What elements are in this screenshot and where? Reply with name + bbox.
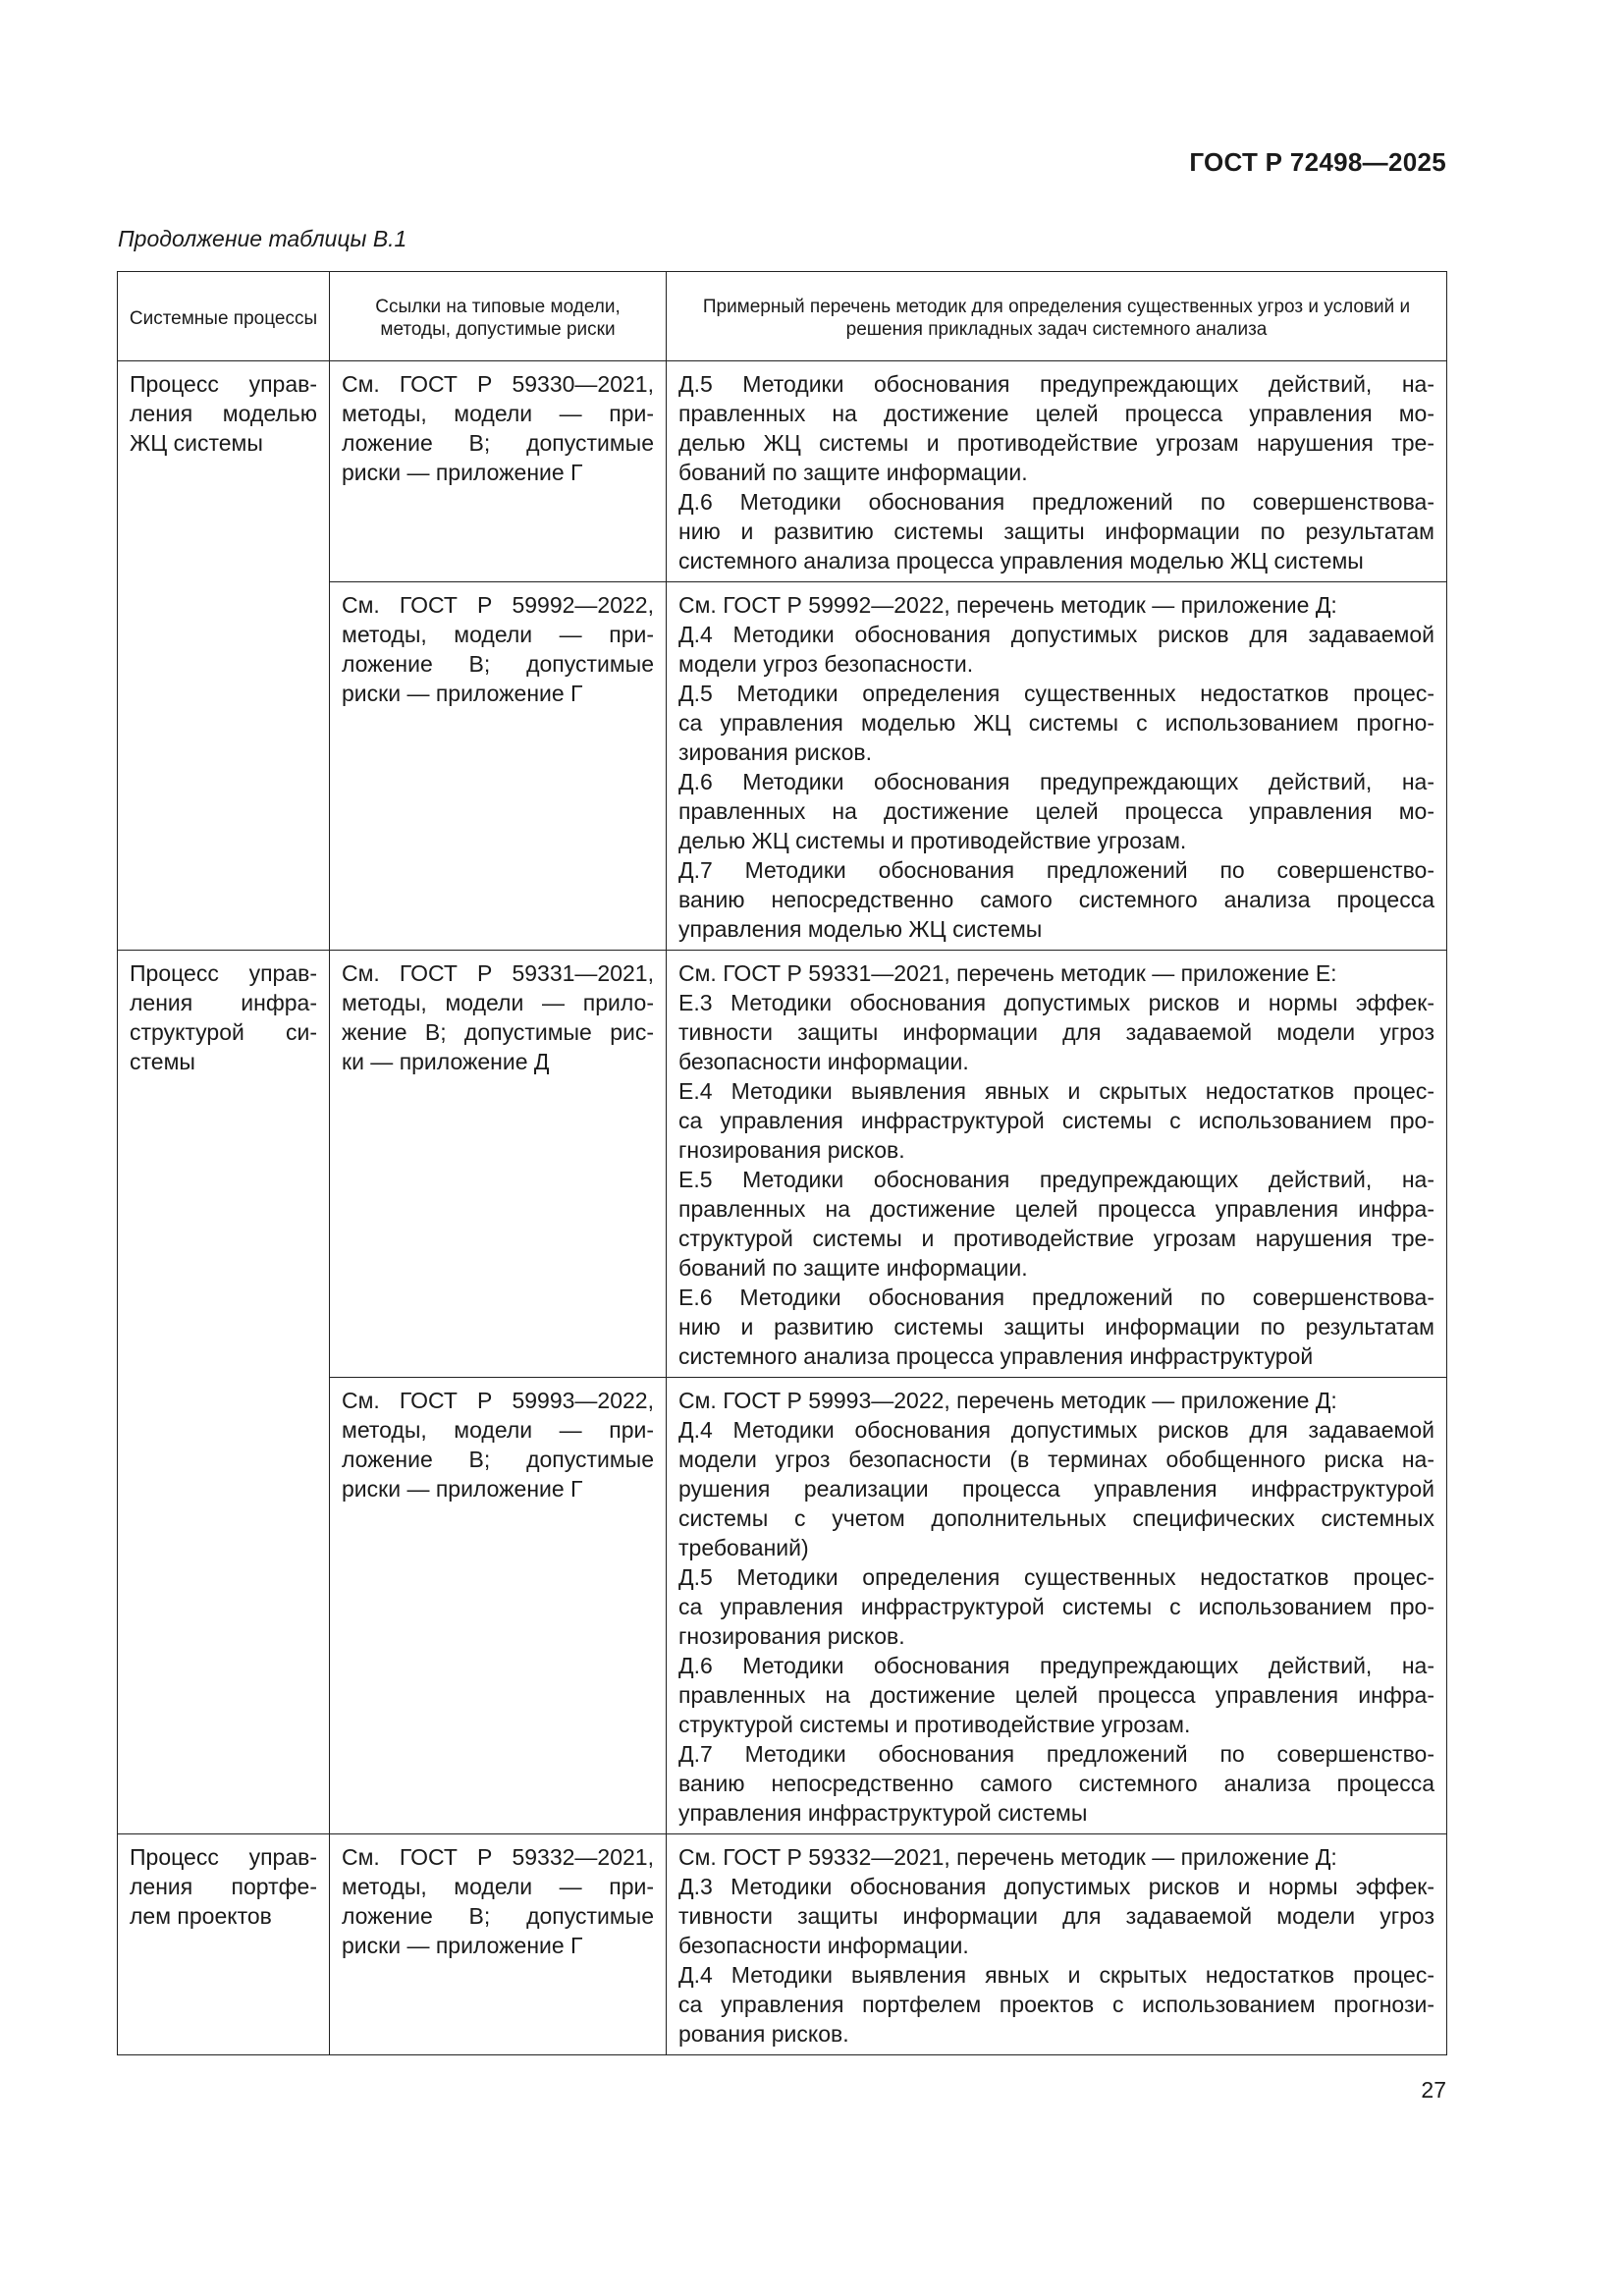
text-line: жение В; допустимые рис- (342, 1019, 654, 1045)
column-header-methods: Примерный перечень методик для определения существенных угроз и условий и решения прикладных задач системного анализа (667, 272, 1447, 361)
text-line: зирования рисков. (678, 739, 872, 765)
text-line: ЖЦ системы (130, 430, 263, 456)
column-header-references: Ссылки на типовые модели, методы, допустимые риски (330, 272, 667, 361)
text-line: гнозирования рисков. (678, 1623, 905, 1649)
text-line: См. ГОСТ Р 59993—2022, (342, 1388, 654, 1413)
text-line: См. ГОСТ Р 59330—2021, (342, 371, 654, 397)
text-line: лем проектов (130, 1903, 272, 1929)
text-line: нию и развитию системы защиты информации по результатам (678, 1314, 1434, 1339)
page-number: 27 (1421, 2077, 1446, 2103)
text-line: методы, модели — при- (342, 1874, 654, 1899)
text-line: делью ЖЦ системы и противодействие угрозам нарушения тре- (678, 430, 1434, 456)
text-line: правленных на достижение целей процесса управления инфра- (678, 1196, 1434, 1222)
text-line: ложение В; допустимые (342, 1903, 654, 1929)
text-line: управления моделью ЖЦ системы (678, 916, 1043, 942)
text-line: Процесс управ- (130, 960, 317, 986)
text-line: Процесс управ- (130, 1844, 317, 1870)
text-line: См. ГОСТ Р 59332—2021, (342, 1844, 654, 1870)
table-caption: Продолжение таблицы В.1 (118, 226, 407, 251)
text-line: См. ГОСТ Р 59331—2021, (342, 960, 654, 986)
text-line: Д.6 Методики обоснования предложений по совершенствова- (678, 489, 1434, 515)
text-line: рушения реализации процесса управления инфраструктурой (678, 1476, 1434, 1502)
table-row (118, 951, 1447, 1378)
text-line: Д.4 Методики обоснования допустимых рисков для задаваемой (678, 1417, 1434, 1443)
text-line: риски — приложение Г (342, 681, 583, 706)
text-line: делью ЖЦ системы и противодействие угрозам. (678, 828, 1187, 853)
text-line: См. ГОСТ Р 59332—2021, перечень методик — приложение Д: (678, 1844, 1337, 1870)
text-line: системного анализа процесса управления инфраструктурой (678, 1343, 1314, 1369)
column-header-processes: Системные процессы (118, 272, 330, 361)
text-line: ложение В; допустимые (342, 1447, 654, 1472)
text-line: Д.3 Методики обоснования допустимых рисков и нормы эффек- (678, 1874, 1434, 1899)
document-id: ГОСТ Р 72498—2025 (1189, 147, 1446, 177)
text-line: системы с учетом дополнительных специфических системных (678, 1505, 1434, 1531)
text-line: стемы (130, 1049, 195, 1074)
text-line: тивности защиты информации для задаваемой модели угроз (678, 1019, 1434, 1045)
text-line: ложение В; допустимые (342, 430, 654, 456)
reference-cell (330, 582, 667, 951)
text-line: риски — приложение Г (342, 1476, 583, 1502)
text-line: правленных на достижение целей процесса управления мо- (678, 401, 1434, 426)
text-line: правленных на достижение целей процесса управления мо- (678, 798, 1434, 824)
text-line: Д.5 Методики обоснования предупреждающих действий, на- (678, 371, 1434, 397)
text-line: са управления моделью ЖЦ системы с использованием прогно- (678, 710, 1434, 736)
text-line: ки — приложение Д (342, 1049, 550, 1074)
text-line: Д.6 Методики обоснования предупреждающих действий, на- (678, 1653, 1434, 1678)
text-line: См. ГОСТ Р 59992—2022, перечень методик — приложение Д: (678, 592, 1337, 618)
text-line: методы, модели — при- (342, 401, 654, 426)
text-line: безопасности информации. (678, 1933, 969, 1958)
text-line: модели угроз безопасности (в терминах обобщенного риска на- (678, 1447, 1434, 1472)
methods-cell (667, 1378, 1447, 1834)
text-line: управления инфраструктурой системы (678, 1800, 1088, 1826)
reference-cell (330, 1378, 667, 1834)
text-line: ложение В; допустимые (342, 651, 654, 677)
text-line: Е.5 Методики обоснования предупреждающих действий, на- (678, 1167, 1434, 1192)
text-line: Д.7 Методики обоснования предложений по совершенство- (678, 1741, 1434, 1767)
process-cell (118, 1834, 330, 2055)
reference-cell (330, 951, 667, 1378)
text-line: Д.5 Методики определения существенных недостатков процес- (678, 1564, 1434, 1590)
methods-cell (667, 361, 1447, 582)
text-line: Д.6 Методики обоснования предупреждающих действий, на- (678, 769, 1434, 794)
text-line: са управления инфраструктурой системы с использованием про- (678, 1108, 1434, 1133)
text-line: См. ГОСТ Р 59993—2022, перечень методик — приложение Д: (678, 1388, 1337, 1413)
text-line: методы, модели — прило- (342, 990, 654, 1015)
text-line: Д.5 Методики определения существенных недостатков процес- (678, 681, 1434, 706)
text-line: Д.4 Методики выявления явных и скрытых недостатков процес- (678, 1962, 1434, 1988)
text-line: См. ГОСТ Р 59331—2021, перечень методик — приложение Е: (678, 960, 1337, 986)
text-line: правленных на достижение целей процесса управления инфра- (678, 1682, 1434, 1708)
text-line: ления моделью (130, 401, 317, 426)
text-line: гнозирования рисков. (678, 1137, 905, 1163)
text-line: ванию непосредственно самого системного анализа процесса (678, 887, 1434, 912)
table-header-row (118, 272, 1447, 361)
text-line: са управления инфраструктурой системы с использованием про- (678, 1594, 1434, 1619)
text-line: структурой системы и противодействие угрозам. (678, 1712, 1191, 1737)
text-line: системного анализа процесса управления моделью ЖЦ системы (678, 548, 1364, 574)
methods-cell (667, 951, 1447, 1378)
text-line: тивности защиты информации для задаваемой модели угроз (678, 1903, 1434, 1929)
text-line: структурой си- (130, 1019, 317, 1045)
text-line: нию и развитию системы защиты информации по результатам (678, 519, 1434, 544)
text-line: Д.4 Методики обоснования допустимых рисков для задаваемой (678, 622, 1434, 647)
text-line: бований по защите информации. (678, 1255, 1028, 1281)
methods-table (117, 271, 1447, 2055)
text-line: ления портфе- (130, 1874, 317, 1899)
text-line: Е.6 Методики обоснования предложений по совершенствова- (678, 1285, 1434, 1310)
text-line: Д.7 Методики обоснования предложений по совершенство- (678, 857, 1434, 883)
text-line: са управления портфелем проектов с использованием прогнози- (678, 1992, 1434, 2017)
text-line: См. ГОСТ Р 59992—2022, (342, 592, 654, 618)
reference-cell (330, 1834, 667, 2055)
text-line: риски — приложение Г (342, 460, 583, 485)
table-row (118, 361, 1447, 582)
text-line: методы, модели — при- (342, 622, 654, 647)
text-line: требований) (678, 1535, 809, 1560)
reference-cell (330, 361, 667, 582)
text-line: Е.4 Методики выявления явных и скрытых недостатков процес- (678, 1078, 1434, 1104)
process-cell (118, 951, 330, 1834)
process-cell (118, 361, 330, 951)
text-line: безопасности информации. (678, 1049, 969, 1074)
text-line: Е.3 Методики обоснования допустимых рисков и нормы эффек- (678, 990, 1434, 1015)
text-line: методы, модели — при- (342, 1417, 654, 1443)
text-line: риски — приложение Г (342, 1933, 583, 1958)
text-line: модели угроз безопасности. (678, 651, 974, 677)
methods-cell (667, 1834, 1447, 2055)
methods-cell (667, 582, 1447, 951)
text-line: Процесс управ- (130, 371, 317, 397)
text-line: ванию непосредственно самого системного анализа процесса (678, 1771, 1434, 1796)
table-row (118, 1834, 1447, 2055)
text-line: ления инфра- (130, 990, 317, 1015)
text-line: рования рисков. (678, 2021, 849, 2047)
text-line: структурой системы и противодействие угрозам нарушения тре- (678, 1226, 1434, 1251)
text-line: бований по защите информации. (678, 460, 1028, 485)
